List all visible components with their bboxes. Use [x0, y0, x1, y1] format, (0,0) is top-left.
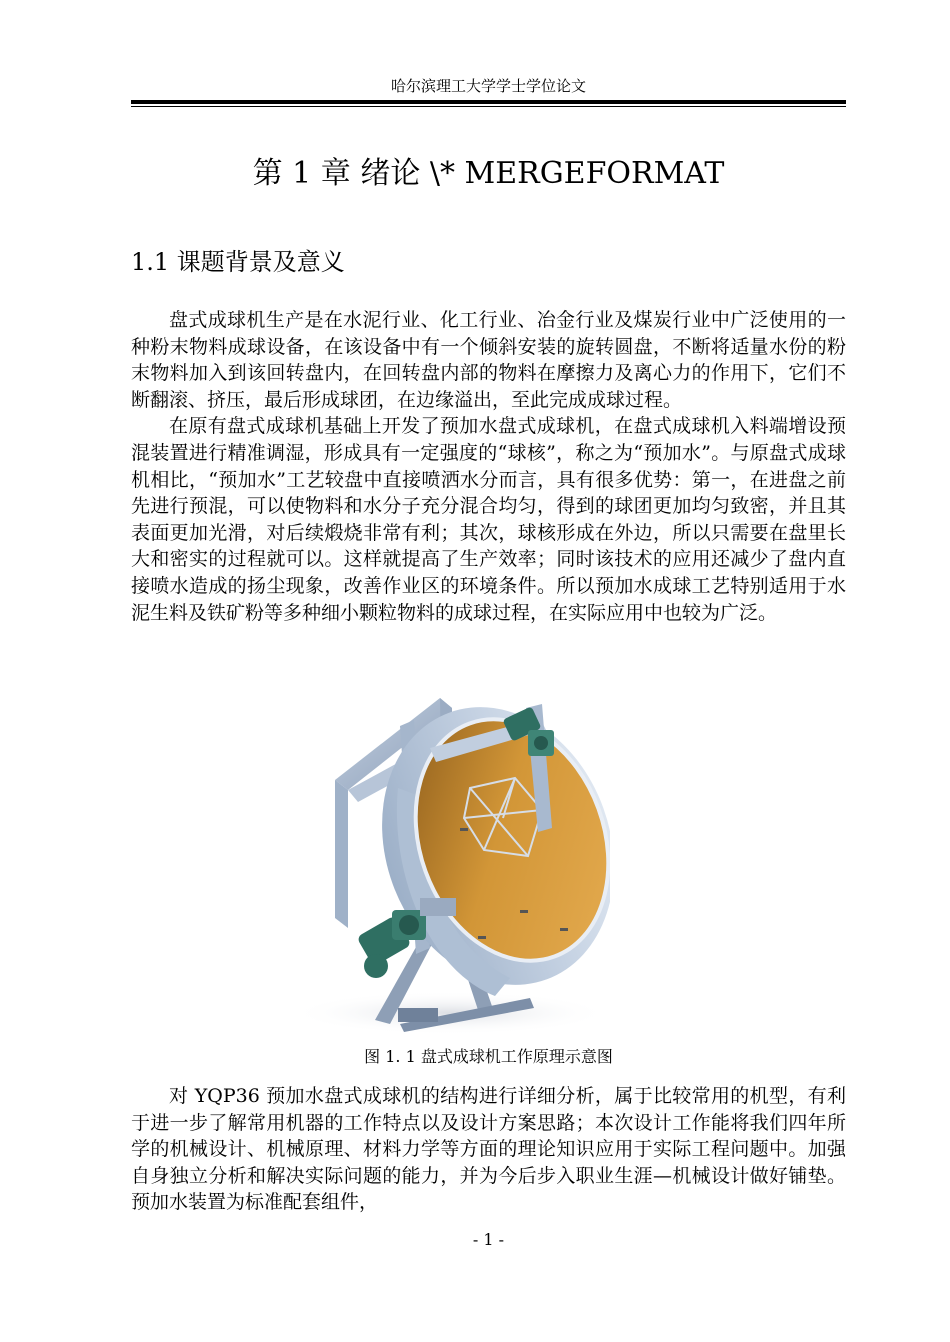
header-rule-thin	[131, 106, 846, 107]
paragraph: 在原有盘式成球机基础上开发了预加水盘式成球机，在盘式成球机入料端增设预混装置进行精准调湿，形成具有一定强度的“球核”，称之为“预加水”。与原盘式成球机相比，“预加水”工艺较盘中直接喷洒水分而言，具有很多优势：第一，在进盘之前先进行预混，可以使物料和水分子充分混合均匀，得到的球团更加均匀致密，并且其表面更加光滑，对后续煅烧非常有利；其次，球核形成在外边，所以只需要在盘里长大和密实的过程就可以。这样就提高了生产效率；同时该技术的应用还减少了盘内直接喷水造成的扬尘现象，改善作业区的环境条件。所以预加水成球工艺特别适用于水泥生料及铁矿粉等多种细小颗粒物料的成球过程，在实际应用中也较为广泛。	[131, 415, 846, 624]
disc-pelletizer-illustration	[280, 678, 610, 1034]
paragraph: 盘式成球机生产是在水泥行业、化工行业、冶金行业及煤炭行业中广泛使用的一种粉末物料成球设备，在该设备中有一个倾斜安装的旋转圆盘，不断将适量水份的粉末物料加入到该回转盘内，在回转盘内部的物料在摩擦力及离心力的作用下，它们不断翻滚、挤压，最后形成球团，在边缘溢出，至此完成成球过程。	[131, 309, 846, 411]
header-rule-thick	[131, 100, 846, 104]
figure-caption: 图 1. 1 盘式成球机工作原理示意图	[364, 1047, 613, 1066]
section-title: 1.1 课题背景及意义	[131, 248, 345, 276]
pelletizer-figure	[280, 678, 610, 1034]
running-header: 哈尔滨理工大学学士学位论文	[390, 77, 586, 95]
body-text-before-figure	[131, 307, 846, 626]
body-text-after-figure	[131, 1083, 846, 1216]
page-number: - 1 -	[472, 1230, 505, 1249]
chapter-title: 第 1 章 绪论 \* MERGEFORMAT	[252, 156, 725, 191]
paragraph: 对 YQP36 预加水盘式成球机的结构进行详细分析，属于比较常用的机型，有利于进一步了解常用机器的工作特点以及设计方案思路；本次设计工作能将我们四年所学的机械设计、机械原理、材料力学等方面的理论知识应用于实际工程问题中。加强自身独立分析和解决实际问题的能力，并为今后步入职业生涯—机械设计做好铺垫。预加水装置为标准配套组件，	[131, 1085, 846, 1214]
